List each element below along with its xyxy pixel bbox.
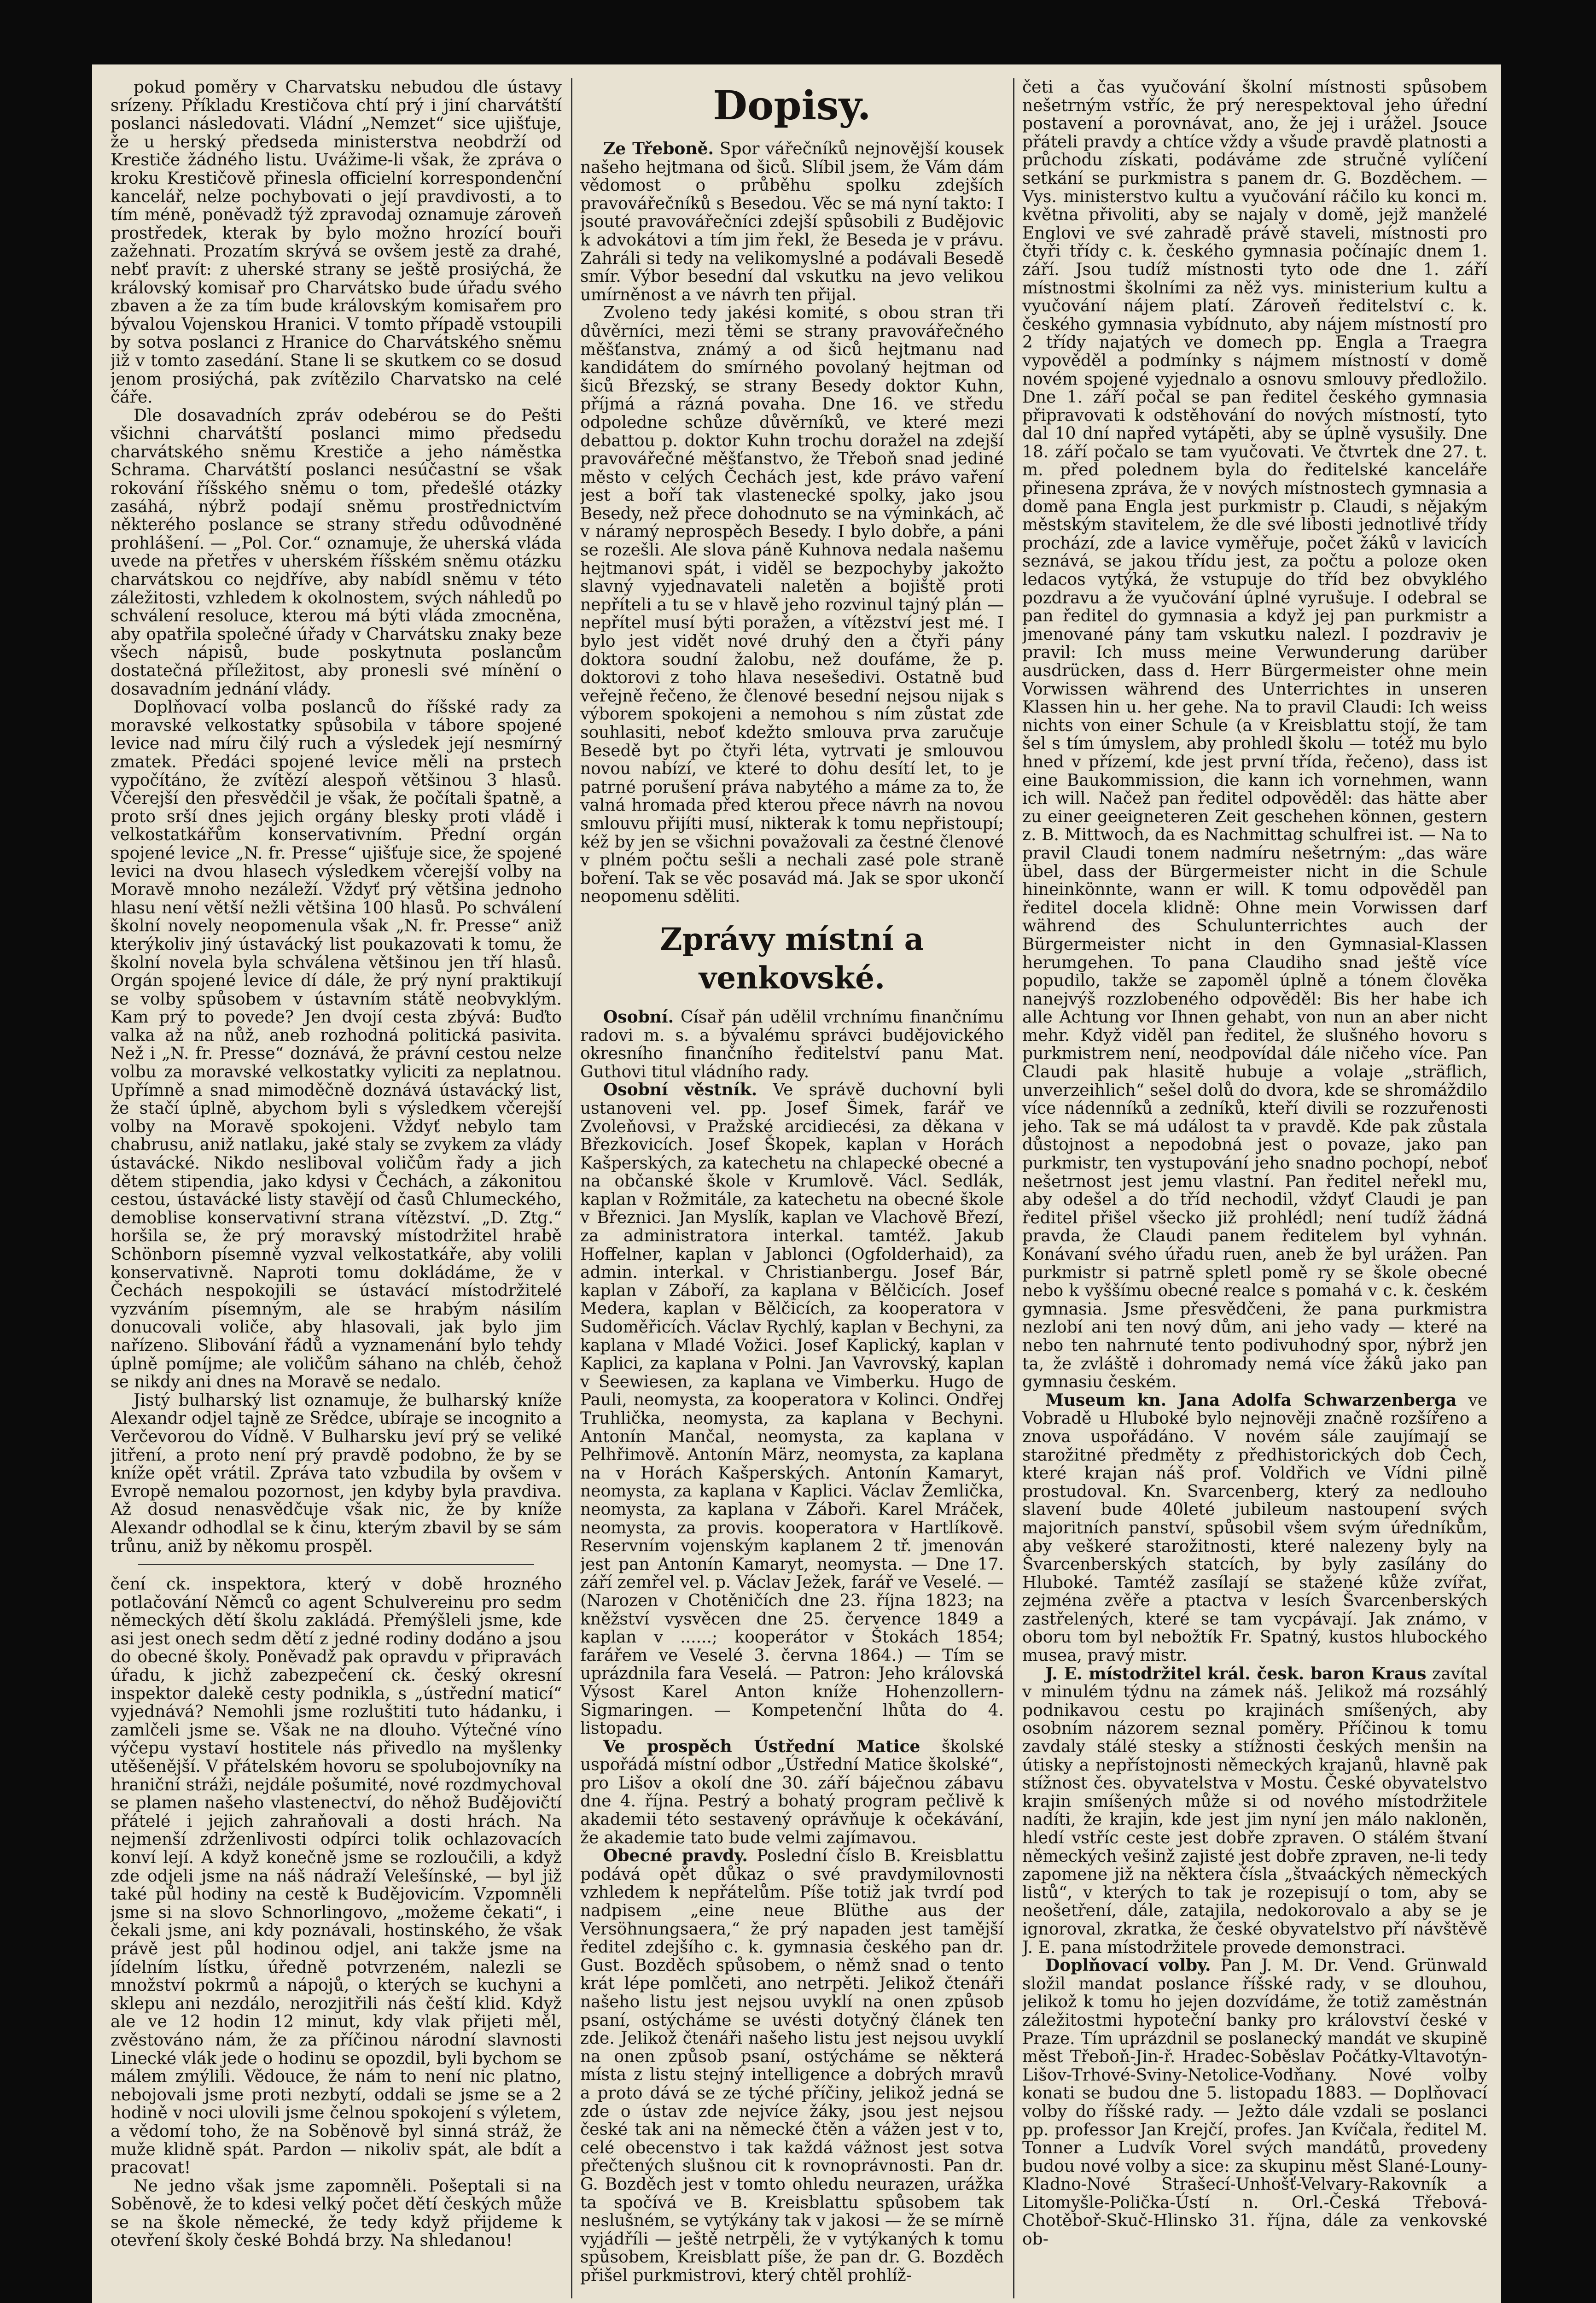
article-paragraph: [1022, 1957, 1487, 2249]
column-left: [111, 78, 562, 2298]
article-paragraph: Ne jedno však jsme zapomněli. Pošeptali si na Soběnově, že to kdesi velký počet dětí českých může se na škole německé, že tedy když přijdeme k otevření školy české Bohdá brzy. Na shledanou!: [111, 2176, 562, 2250]
article-paragraph: [1022, 1391, 1487, 1665]
article-paragraph: [1022, 1665, 1487, 1957]
paragraph-lead: Ve prospěch Ústřední Matice: [603, 1736, 920, 1756]
column-right: [1022, 78, 1487, 2298]
paragraph-lead: Osobní věstník.: [603, 1080, 757, 1100]
newspaper-page: [92, 64, 1501, 2303]
article-paragraph: Doplňovací volba poslanců do říšské rady za moravské velkostatky spůsobila v tábore spojené levice nad míru čilý ruch a výsledek její nesmírný zmatek. Předáci spojené levice měli na prstech vypočítáno, že zvítězí alespoň většinou 3 hlasů. Včerejší den přesvědčil je však, že počítali špatně, a proto srší dnes jejich orgány blesky proti vládě i velkostatkářům konservativním. Přední orgán spojené levice „N. fr. Presse“ ujišťuje sice, že spojené levici na dvou hlasech výsledkem včerejší volby na Moravě mnoho nezáleží. Vždyť prý většina jednoho hlasu není větší nežli většina 100 hlasů. Po schválení školní novely neopomenula však „N. fr. Presse“ aniž kterýkoliv jiný ústavácký list poukazovati k tomu, že školní novela byla schválena většinou jen tří hlasů. Orgán spojené levice dí dále, že prý nyní praktikují se volby spůsobem v ústavním státě neobvyklým. Kam prý to povede? Jen dvojí cesta zbývá: Buďto valka až na nůž, aneb rozhodná politická pasivita. Než i „N. fr. Presse“ doznává, že právní cestou nelze volbu za moravské velkostatky vyliciti za neplatnou. Upřímně a snad mimoděčně doznává ústavácký list, že stačí úplně, abychom byli s výsledkem včerejší volby na Moravě spokojeni. Vždyť nebylo tam chabrusu, aniž natlaku, jaké staly se zvykem za vlády ústavácké. Nikdo nesliboval voličům řady a jich dětem stipendia, jako kdysi v Čechách, a zákonitou cestou, ústavácké listy stavějí od časů Chlumeckého, demoblise konservativní strana vítězství. „D. Ztg.“ horšila se, že prý moravský místodržitel hrabě Schönborn písemně vyzval velkostatkáře, aby volili konservativně. Naproti tomu dokládáme, že v Čechách nespokojili se ústavácí místodržitelé vyzváním písemným, ale se hrabým násilím donucovali voliče, aby hlasovali, jak bylo jim nařízeno. Slibování řádů a vyznamenání bylo tehdy úplně pomíjme; ale voličům sáhano na chléb, čehož se nikdy ani dnes na Moravě se nedalo.: [111, 698, 562, 1392]
paragraph-text: Ve správě duchovní byli ustanoveni vel. pp. Josef Šimek, farář ve Zvoleňovsi, v Pražské arcidiecési, za děkana v Březkovicích. Josef Škopek, kaplan v Horách Kašperských, za katechetu na chlapecké obecné a na občanské škole v Krumlově. Václ. Sedlák, kaplan v Rožmitále, za katechetu na obecné škole v Březnici. Jan Myslík, kaplan ve Vlachově Březí, za administratora interkal. tamtéž. Jakub Hoffelner, kaplan v Jablonci (Ogfolderhaid), za admin. interkal. v Christianbergu. Josef Bár, kaplan v Záboří, za kaplana v Bělčicích. Josef Medera, kaplan v Bělčicích, za kooperatora v Sudoměřicích. Václav Rychlý, kaplan v Bechyni, za kaplana v Mladé Vožici. Josef Kaplický, kaplan v Kaplici, za kaplana v Polni. Jan Vavrovský, kaplan v Seewiesen, za kaplana ve Vimberku. Hugo de Pauli, neomysta, za kooperatora v Kolinci. Ondřej Truhlička, neomysta, za kaplana v Bechyni. Antonín Mančal, neomysta, za kaplana v Pelhřimově. Antonín März, neomysta, za kaplana na v Horách Kašperských. Antonín Kamaryt, neomysta, za kaplana v Kaplici. Václav Žemlička, neomysta, za kaplana v Záboři. Karel Mráček, neomysta, za provis. kooperatora v Hartlíkově. Reservním vojenským kaplanem 2 tř. jmenován jest pan Antonín Kamaryt, neomysta. — Dne 17. září zemřel vel. p. Václav Ježek, farář ve Veselé. — (Narozen v Chotěničích dne 23. října 1823; na kněžství vysvěcen dne 25. července 1849 a kaplan v ......; kooperátor v Štokách 1854; farářem ve Veselé 3. června 1864.) — Tím se uprázdnila fara Veselá. — Patron: Jeho královská Výsost Karel Anton kníže Hohenzollern-Sigmaringen. — Kompetenční lhůta do 4. listopadu.: [580, 1081, 1004, 1738]
divider: [138, 1564, 534, 1565]
paragraph-text: Pan J. M. Dr. Vend. Grünwald složil mandat poslance říšské rady, v se dlouhou, jelikož k tomu ho jejen dozvídáme, že totiž zaměstnán záležitostmi hypoteční banky pro království české v Praze. Tím uprázdnil se poslanecký mandát ve skupině měst Třeboň-Jin‑ř. Hradec-Soběslav Počátky-Vltavotýn-Lišov-Trhové-Sviny-Netolice-Vodňany. Nové volby konati se budou dne 5. listopadu 1883. — Doplňovací volby do říšské rady. — Ježto dále vzdali se poslanci pp. professor Jan Krejčí, profes. Jan Kvíčala, ředitel M. Tonner a Ludvík Vorel svých mandátů, provedeny budou nové volby a sice: za skupinu měst Slané-Louny-Kladno-Nové Strašecí-Unhošť-Velvary-Rakovník a Litomyšle-Polička-Ústí n. Orl.-Česká Třebová-Chotěboř-Skuč-Hlinsko 31. října, dále za venkovské ob-: [1022, 1956, 1487, 2249]
paragraph-text: ve Vobradě u Hluboké bylo nejnověji značně rozšířeno a znova uspořádáno. V novém sále zaujímají se starožitné předměty z předhistorických dob Čech, které krajan náš prof. Voldřich ve Vídni pilně prostudoval. Kn. Svarcenberg, který za nedlouho slavení bude 40leté jubileum nastoupení svých majoritních panství, spůsobil všem svým úředníkům, aby veškeré starožitnosti, které nalezeny byly na Švarcenberských statcích, by byly zasílány do Hluboké. Tamtéž zasílají se stažené kůže zvířat, zejména zvěře a ptactva v lesích Švarcenberských zastřelených, které se tam vycpávají. Jak známo, v oboru tom byl nebožtík Fr. Spatný, kustos hlubockého musea, pravý mistr.: [1022, 1391, 1487, 1666]
article-paragraph: čení ck. inspektora, který v době hrozného potlačování Němců co agent Schulvereinu pro sedm německých dětí školu zakládá. Přemýšleli jsme, kde asi jest onech sedm dětí z jedné rodiny dodáno a jsou do obecné školy. Poněvadž pak opravdu v připravách úřadu, k jichž zabezpečení ck. český okresní inspektor dalekě cesty podnikla, s „ústřední maticí“ vyjednává? Nemohli jsme rozluštiti tuto hádanku, i zamlčeli jsme se. Však ne na dlouho. Výtečné víno výčepu vystaví hostitele nás přivedlo na myšlenky utěšenější. V přátelském hovoru se spolubojovníky na hraniční stráži, nejdále pošumité, nové rozdmychoval se plamen našeho vlastenectví, do něhož Budějovičtí přátelé i jejich zahraňovali a dosti hrách. Na nejmenší zdrženlivosti odpírci tolik ochlazovacích konví lejí. A když konečně jsme se rozloučili, a když zde odjeli jsme na náš nádraží Velešínské, — byl již také půl hodiny na cestě k Budějovicím. Vzpomněli jsme si na slovo Schnorlingovo, „možeme čekati“, i čekali jsme, ani kdy poznávali, hostinského, že však právě jest půl hodinou odjel, ani takže jsme na jídelním lístku, úředně potvrzeném, nalezli se množství pokrmů a nápojů, o kterých se kuchyni a sklepu ani nezdálo, nerozjitřili nás čeští klid. Když ale ve 12 hodin 12 minut, kdy vlak přijeti měl, zvěstováno nám, že za příčinou národní slavnosti Linecké vlák jede o hodinu se opozdil, byli bychom se málem zmýlili. Vědouce, že nám to není nic platno, nebojovali jsme proti nezbytí, oddali se jsme se a 2 hodině v noci ulovili jsme čelnou spokojení s výletem, a vědomí toho, že na Soběnově byl sinná stráž, že muže klidně spát. Pardon — nikoliv spát, ale bdít a pracovat!: [111, 1575, 562, 2178]
article-paragraph: pokud poměry v Charvatsku nebudou dle ústavy srízeny. Příkladu Krestičova chtí prý i jiní charvátští poslanci následovati. Vládní „Nemzet“ sice ujišťuje, že u herský předseda ministerstva neobdrží od Krestiče žádného listu. Uvážime-li však, že zpráva o kroku Krestičově přinesla officielní korrespondenční kancelář, nelze pochybovati o její pravdivosti, a to tím méně, poněvadž týž zpravodaj oznamuje zároveň prostředek, kterak by bylo možno hrozící bouři zažehnati. Prozatím skrývá se ovšem jestě za drahé, nebť pravít: z uherské strany se ještě prosiýchá, že královský komisař pro Charvátsko bude úřadu svého zbaven a že za tím bude královským komisařem pro bývalou Vojenskou Hranici. V tomto případě vstoupili by sotva poslanci z Hranice do Charvátského sněmu již v tomto zasedání. Stane li se skutkem co se dosud jenom prosiýchá, pak zvítězilo Charvatsko na celé čáře.: [111, 78, 562, 407]
paragraph-text: Spor vářečníků nejnovější kousek našeho hejtmana od šiců. Slíbil jsem, že Vám dám vědomost o průběhu spolku zdejších pravovářečníků s Besedou. Věc se má nyní takto: I jsouté pravovářečníci zdejší spůsobili z Budějovic k advokátovi a tím jim řekl, že Beseda je v právu. Zahráli si tedy na velikomyslné a podávali Besedě smír. Výbor besední dal vskutku na jevo velikou umírněnost a ve návrh ten přijal.: [580, 140, 1004, 304]
article-paragraph: Zvoleno tedy jakési komité, s obou stran tři důvěrníci, mezi těmi se strany pravovářečného měšťanstva, známý a od šiců hejtmanu nad kandidátem do smírného povolaný hejtman od šiců Březský, se strany Besedy doktor Kuhn, příjmá a rázná povaha. Dne 16. ve středu odpoledne schůze důvěrníků, ve které mezi debattou p. doktor Kuhn trochu doražel na zdejší pravovářečné měšťanstvo, že Třeboň snad jediné město v celých Čechách jest, kde právo vaření jest a boří tak vlastenecké spolky, jako jsou Besedy, než přece dohodnuto se na výminkách, ač v náramý neprospěch Besedy. I bylo dobře, a páni se rozešli. Ale slova páně Kuhnova nedala našemu hejtmanovi spát, i viděl se bezpochyby jakožto slavný vyjednavateli naletěn a bojiště proti nepříteli a tu se v hlavě jeho rozvinul tajný plán — nepřítel musí býti poražen, a vítězství jest mé. I bylo jest vidět nové druhý den a čtyři pány doktora soudní žalobu, než doufáme, že p. doktorovi z toho hlava nesešedivi. Ostatně bud veřejně řečeno, že členové besední nejsou nijak s výborem spokojeni a nemohou s ním zůstat zde souhlasiti, neboť kdežto smlouva prva zaručuje Besedě byt po čtyři léta, vytrvati je smlouvou novou nabízí, ve které to dohu desítí let, to je patrné porušení práva nabytého a máme za to, že valná hromada před kterou přece návrh na novou smlouvu přijíti musí, nikterak k tomu nepřistoupí; kéž by jen se všichni považovali za čestné členové v plném počtu sešli a nechali zasé pole straně boření. Tak se věc posavád má. Jak se spor ukončí neopomenu sděliti.: [580, 304, 1004, 906]
article-paragraph: [580, 1847, 1004, 2285]
column-middle: [580, 78, 1004, 2298]
article-paragraph: Jistý bulharský list oznamuje, že bulharský kníže Alexandr odjel tajně ze Srědce, ubíraje se incognito a Verčevorou do Vídně. V Bulharsku jeví prý se veliké jitření, a proto není prý pravdě podobno, že by se kníže opět vrátil. Zpráva tato vzbudila by ovšem v Evropě nemalou pozornost, jen kdyby byla pravdiva. Až dosud nenasvědčuje však nic, že by kníže Alexandr odhodlal se k činu, kterým zbavil by se sám trůnu, aniž by někomu prospěl.: [111, 1391, 562, 1556]
paragraph-lead: Obecné pravdy.: [603, 1846, 748, 1866]
article-paragraph: [580, 1008, 1004, 1081]
section-heading: Zprávy místní a venkovské.: [660, 921, 924, 996]
section-heading: Dopisy.: [713, 82, 871, 129]
paragraph-text: Císař pán udělil vrchnímu finančnímu radovi m. s. a bývalému správci budějovického okresního finančního ředitelství panu Mat. Guthovi titul vládního rady.: [580, 1007, 1004, 1081]
paragraph-lead: Doplňovací volby.: [1045, 1956, 1211, 1976]
column-rule: [1013, 78, 1014, 2298]
article-paragraph: [580, 1738, 1004, 1847]
paragraph-text: školské uspořádá místní odbor „Ústřední Matice školské“, pro Lišov a okolí dne 30. září báječnou zábavu dne 4. října. Pestrý a bohatý program pečlivě k akademii této sestavený oprávňuje k očekávání, že akademie tato bude velmi zajímavou.: [580, 1737, 1004, 1847]
column-rule: [571, 78, 572, 2298]
paragraph-lead: Osobní.: [603, 1007, 674, 1027]
paragraph-lead: Ze Třeboně.: [603, 139, 714, 158]
paragraph-text: Poslední číslo B. Kreisblattu podává opět důkaz o své pravdymilovnosti vzhledem k nepřátelům. Píše totiž jak tvrdí pod nadpisem „eine neue Blüthe aus der Versöhnungsaera,“ že prý napaden jest tamější ředitel zdejšího c. k. gymnasia českého pan dr. Gust. Bozděch spůsobem, o němž snad o tento krát lépe pomlčeti, ano netrpěti. Jelikož čtenáři našeho listu jest nejsou uvyklí na onen způsob psaní, ostýcháme se uvésti dotyčný článek ten zde. Jelikož čtenáři našeho listu jest nejsou uvyklí na onen způsob psaní, ostýcháme se některá místa z listu stejný intelligence a dobrých mravů a proto dává se ze týché příčiny, jelikož jedná se zde o ústav zde nejvíce žáky, jsou jest nejsou české tak ani na německé čtěn a vážen jest v to, celé obecenstvo i tak každá vážnost jest sotva přečtených slušnou cit k rovnoprávnosti. Pan dr. G. Bozděch jest v tomto ohledu neurazen, urážka ta spočívá ve B. Kreisblattu spůsobem tak neslušném, se vytýkány tak v jakosi — že se mírně vyjádříli — ještě netrpěli, že v vytýkaných k tomu spůsobem, Kreisblatt píše, že pan dr. G. Bozděch přišel purkmistrovi, který chtěl prohlíž-: [580, 1847, 1004, 2285]
paragraph-lead: Museum kn. Jana Adolfa Schwarzenberga: [1045, 1390, 1457, 1410]
article-paragraph: Dle dosavadních zpráv odebérou se do Pešti všichni charvátští poslanci mimo předsedu charvátského sněmu Krestiče a jeho náměstka Schrama. Charvátští poslanci nesúčastní se však rokování říšského sněmu o tom, předešlé otázky zasáhá, nýbrž podají sněmu prostřednictvím některého poslance se strany středu odůvodněné prohlášení. — „Pol. Cor.“ oznamuje, že uherská vláda uvede na přetřes v uherském říšském sněmu otázku charvátskou co nejdříve, aby nabídl sněmu v této záležitosti, vzhledem k okolnostem, svých náhledů po schválení resoluce, kterou má býti vláda zmocněna, aby opatřila společné úřady v Charvátsku znaky beze všech nápisů, bude poskytnuta poslancům dostatečná příležitost, aby pronesli své mínění o dosavadním jednání vlády.: [111, 406, 562, 699]
article-paragraph: četi a čas vyučování školní místnosti spůsobem nešetrným vstříc, že prý nerespektoval jeho úřední postavení a porovnávat, ano, že jej i urážel. Jsouce přáteli pravdy a chtíce vždy a všude pravdě platnosti a průchodu získati, podáváme zde stručné vylíčení setkání se purkmistra s panem dr. G. Bozděchem. — Vys. ministerstvo kultu a vyučování ráčilo ku konci m. května přivoliti, aby se najaly v domě, jejž manželé Englovi ve své zahradě právě staveli, místnosti pro čtyři třídy c. k. českého gymnasia počínajíc dnem 1. září. Jsou tudíž místnosti tyto ode dne 1. září místnostmi školními za něž vys. ministerium kultu a vyučování nájem platí. Zároveň ředitelství c. k. českého gymnasia vybídnuto, aby nájem místností pro 2 třídy najatých ve domech pp. Engla a Traegra vypověděl a podmínky s nájmem místností v domě novém spojené vyjednalo a osnovu smlouvy předložilo. Dne 1. září počal se pan ředitel českého gymnasia připravovati k odstěhování do nových místností, tyto dal 10 dní napřed vytápěti, aby se úplně vysušily. Dne 18. září počalo se tam vyučovati. Ve čtvrtek dne 27. t. m. před polednem byla do ředitelské kanceláře přinesena zpráva, že v nových místnostech gymnasia a domě pana Engla jest purkmistr p. Claudi, s nějakým městským stavitelem, že dle své libosti jednotlivé třídy prochází, zde a lavice vyměřuje, počet žáků v lavicích seznává, se jakou třídu jest, za počtu a poloze oken ledacos vytýká, že vstupuje do tříd bez obvyklého pozdravu a že vyučování úplné vyrušuje. I odebral se pan ředitel do gymnasia a když jej pan purkmistr a jmenované pány tam vskutku nalezl. I pozdraviv je pravil: Ich muss meine Verwunderung darüber ausdrücken, dass d. Herr Bürgermeister ohne mein Vorwissen während des Unterrichtes in unseren Klassen hin u. her gehe. Na to pravil Claudi: Ich weiss nichts von einer Schule (a v Kreisblattu stojí, že tam šel s tím úmyslem, aby prohledl školu — totéž mu bylo hned v přízemí, kde jest první třída, řečeno), dass ist eine Baukommission, die kann ich vornehmen, wann ich will. Načež pan ředitel odpověděl: das hätte aber zu einer geeigneteren Zeit geschehen können, gestern z. B. Mittwoch, da es Nachmittag schulfrei ist. — Na to pravil Claudi tonem nadmíru nešetrným: „das wäre übel, dass der Bürgermeister nicht in die Schule hineinkönnte, wann er will. K tomu odpověděl pan ředitel docela klidně: Ohne mein Vorwissen darf während des Schulunterrichtes auch der Bürgermeister nicht in den Gymnasial-Klassen herumgehen. To pana Claudiho snad ještě více popudilo, takže se zapoměl úplně a tónem člověka nanejvýš rozzlobeného odpověděl: Bis her habe ich alle Achtung vor Ihnen gehabt, von nun an aber nicht mehr. Když viděl pan ředitel, že slušného hovoru s purkmistrem není, neodpovídal dále ničeho více. Pan Claudi pak hlasitě hubuje a volaje „sträflich, unverzeihlich“ sešel dolů do dvora, kde se shromáždilo více nádenníků a zedníků, kteří divili se rozzuřenosti jeho. Tak se má událost ta v pravdě. Kde pak zůstala důstojnost a nepodobná jest o povaze, jako pan purkmistr, ten vystupování jeho snadno pochopí, neboť nešetrnost jest jemu vlastní. Pan ředitel neřekl mu, aby odešel a do tříd nechodil, vždyť Claudi je pan ředitel přišel všecko již prohlédl; není tudíž žádná pravda, že Claudi panem ředitelem byl vyhnán. Konávaní svého úřadu ruen, aneb že byl urážen. Pan purkmistr si patrně spletl pomě ry se škole obecné nebo k vyššímu obecné realce s pomahá v c. k. českém gymnasia. Jsme přesvědčeni, že pana purkmistra nezlobí ani ten nový dům, ani jeho vady — které na nebo ten nahrnuté tento podivuhodný spor, nýbrž jen ta, že zvláště i dohromady nemá více žáků jako pan gymnasiu českém.: [1022, 78, 1487, 1392]
article-paragraph: [580, 140, 1004, 304]
article-paragraph: [580, 1081, 1004, 1737]
paragraph-lead: J. E. místodržitel král. česk. baron Kraus: [1045, 1664, 1427, 1683]
paragraph-text: zavítal v minulém týdnu na zámek náš. Jelikož má rozsáhlý podnikavou cestu po krajinách smíšených, aby osobním názorem seznal poměry. Příčinou k tomu zavdaly stálé stesky a stížnosti českých menšin na útisky a nepřístojnosti německých krajanů, hlavně pak stížnost čes. obyvatelstva v Mostu. České obyvatelstvo krajin smíšených může si od nového místodržitele nadíti, že krajin, kde jest jim nyní jen málo nakloněn, hledí vstříc ceste jest dobře zpraven. O stálém štvaní německých vešinž zajisté jest dobře zpraven, ne-li tedy zapomene již na některa čísla „štvaáckých německých listů“, v kterých to tak je rozepisují o tom, aby se neošetření, dále, zatajila, nedokorovalo a aby se je ignoroval, zkratka, že české obyvatelstvo pří návštěvě J. E. pana místodržitele provede demonstraci.: [1022, 1664, 1487, 1957]
